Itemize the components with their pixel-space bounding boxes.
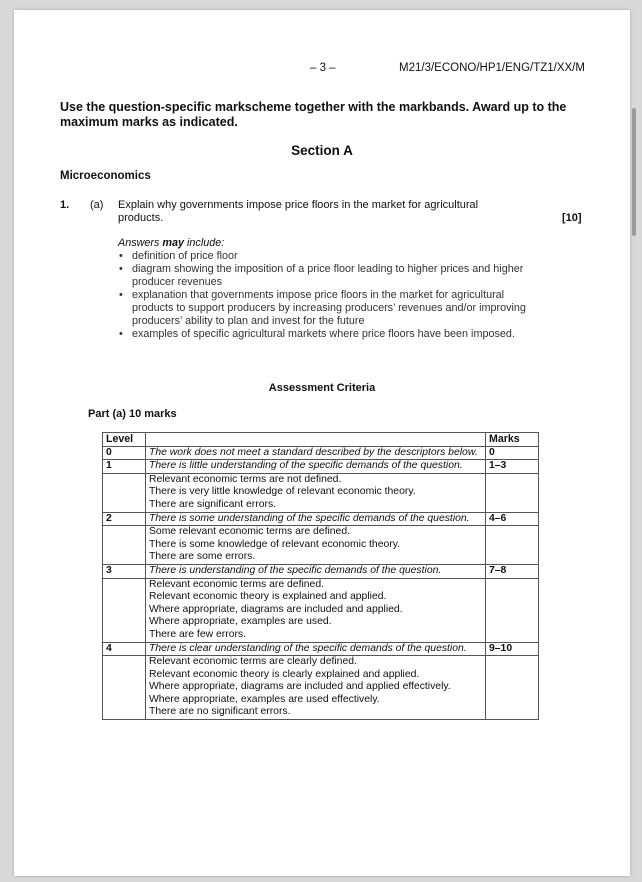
detail-line: Relevant economic terms are not defined.	[149, 473, 342, 485]
document-code: M21/3/ECONO/HP1/ENG/TZ1/XX/M	[399, 62, 585, 74]
details-cell	[146, 526, 486, 565]
document-page	[14, 10, 630, 876]
detail-line: There are some errors.	[149, 551, 256, 563]
detail-line: Where appropriate, examples are used.	[149, 616, 332, 628]
marks-cell: 9–10	[486, 642, 539, 656]
question-marks: [10]	[562, 212, 582, 224]
descriptor-cell: The work does not meet a standard described by the descriptors below.	[146, 446, 486, 460]
bullet-item: • examples of specific agricultural markets where price floors have been imposed.	[118, 328, 538, 341]
table-row	[103, 656, 539, 720]
question-part: (a)	[90, 199, 104, 211]
answers-intro-text-end: include:	[184, 237, 225, 249]
table-row	[103, 642, 539, 656]
level-cell: 3	[103, 564, 146, 578]
marking-instruction: Use the question-specific markscheme together with the markbands. Award up to the maximum marks as indicated.	[60, 100, 567, 129]
detail-line: Some relevant economic terms are defined.	[149, 526, 350, 538]
table-row	[103, 460, 539, 474]
table-row	[103, 512, 539, 526]
detail-line: There is some knowledge of relevant economic theory.	[149, 538, 401, 550]
table-row	[103, 578, 539, 642]
table-row	[103, 526, 539, 565]
part-label: Part (a) 10 marks	[88, 408, 177, 420]
detail-line: Where appropriate, diagrams are included and applied effectively.	[149, 681, 451, 693]
details-cell	[146, 578, 486, 642]
descriptor-cell: There is some understanding of the specific demands of the question.	[146, 512, 486, 526]
bullet-item: • explanation that governments impose price floors in the market for agricultural products to support producers by increasing producers’ revenues and/or improving producers’ ability to plan and invest for the future	[118, 289, 538, 328]
table-header-row	[103, 433, 539, 447]
detail-line: Relevant economic terms are defined.	[149, 578, 324, 590]
vertical-scrollbar[interactable]	[632, 108, 636, 236]
answer-bullet-list	[118, 250, 538, 341]
marks-cell: 0	[486, 446, 539, 460]
marks-empty-cell	[486, 656, 539, 720]
marks-header: Marks	[486, 433, 539, 447]
level-cell: 0	[103, 446, 146, 460]
level-empty-cell	[103, 656, 146, 720]
bullet-item: • definition of price floor	[118, 250, 538, 263]
marks-cell: 7–8	[486, 564, 539, 578]
level-cell: 1	[103, 460, 146, 474]
level-cell: 2	[103, 512, 146, 526]
detail-line: Where appropriate, examples are used effectively.	[149, 693, 380, 705]
detail-line: There are significant errors.	[149, 498, 277, 510]
table-row	[103, 473, 539, 512]
marks-empty-cell	[486, 578, 539, 642]
descriptor-cell: There is understanding of the specific demands of the question.	[146, 564, 486, 578]
marks-empty-cell	[486, 526, 539, 565]
details-cell	[146, 473, 486, 512]
answers-intro-emphasis: may	[162, 237, 185, 249]
marks-empty-cell	[486, 473, 539, 512]
assessment-criteria-title: Assessment Criteria	[268, 382, 376, 394]
marks-cell: 4–6	[486, 512, 539, 526]
detail-line: Where appropriate, diagrams are included and applied.	[149, 603, 403, 615]
detail-line: Relevant economic terms are clearly defined.	[149, 656, 357, 668]
detail-line: There are no significant errors.	[149, 706, 291, 718]
details-cell	[146, 656, 486, 720]
bullet-item: • diagram showing the imposition of a price floor leading to higher prices and higher producer revenues	[118, 263, 538, 289]
level-cell: 4	[103, 642, 146, 656]
descriptor-header	[146, 433, 486, 447]
answers-intro	[118, 237, 224, 249]
level-header: Level	[103, 433, 146, 447]
table-row	[103, 446, 539, 460]
detail-line: There is very little knowledge of relevant economic theory.	[149, 486, 416, 498]
section-title: Section A	[291, 143, 353, 158]
question-number: 1.	[60, 199, 70, 211]
detail-line: Relevant economic theory is explained and applied.	[149, 591, 387, 603]
marks-cell: 1–3	[486, 460, 539, 474]
descriptor-cell: There is little understanding of the specific demands of the question.	[146, 460, 486, 474]
level-empty-cell	[103, 473, 146, 512]
answers-intro-text: Answers	[118, 237, 163, 249]
descriptor-cell: There is clear understanding of the specific demands of the question.	[146, 642, 486, 656]
level-empty-cell	[103, 526, 146, 565]
topic-heading: Microeconomics	[60, 170, 151, 182]
level-empty-cell	[103, 578, 146, 642]
table-row	[103, 564, 539, 578]
question-text: Explain why governments impose price floors in the market for agricultural products.	[118, 199, 479, 224]
detail-line: There are few errors.	[149, 628, 247, 640]
page-number: – 3 –	[310, 62, 336, 74]
detail-line: Relevant economic theory is clearly explained and applied.	[149, 668, 420, 680]
markband-table	[102, 432, 539, 720]
